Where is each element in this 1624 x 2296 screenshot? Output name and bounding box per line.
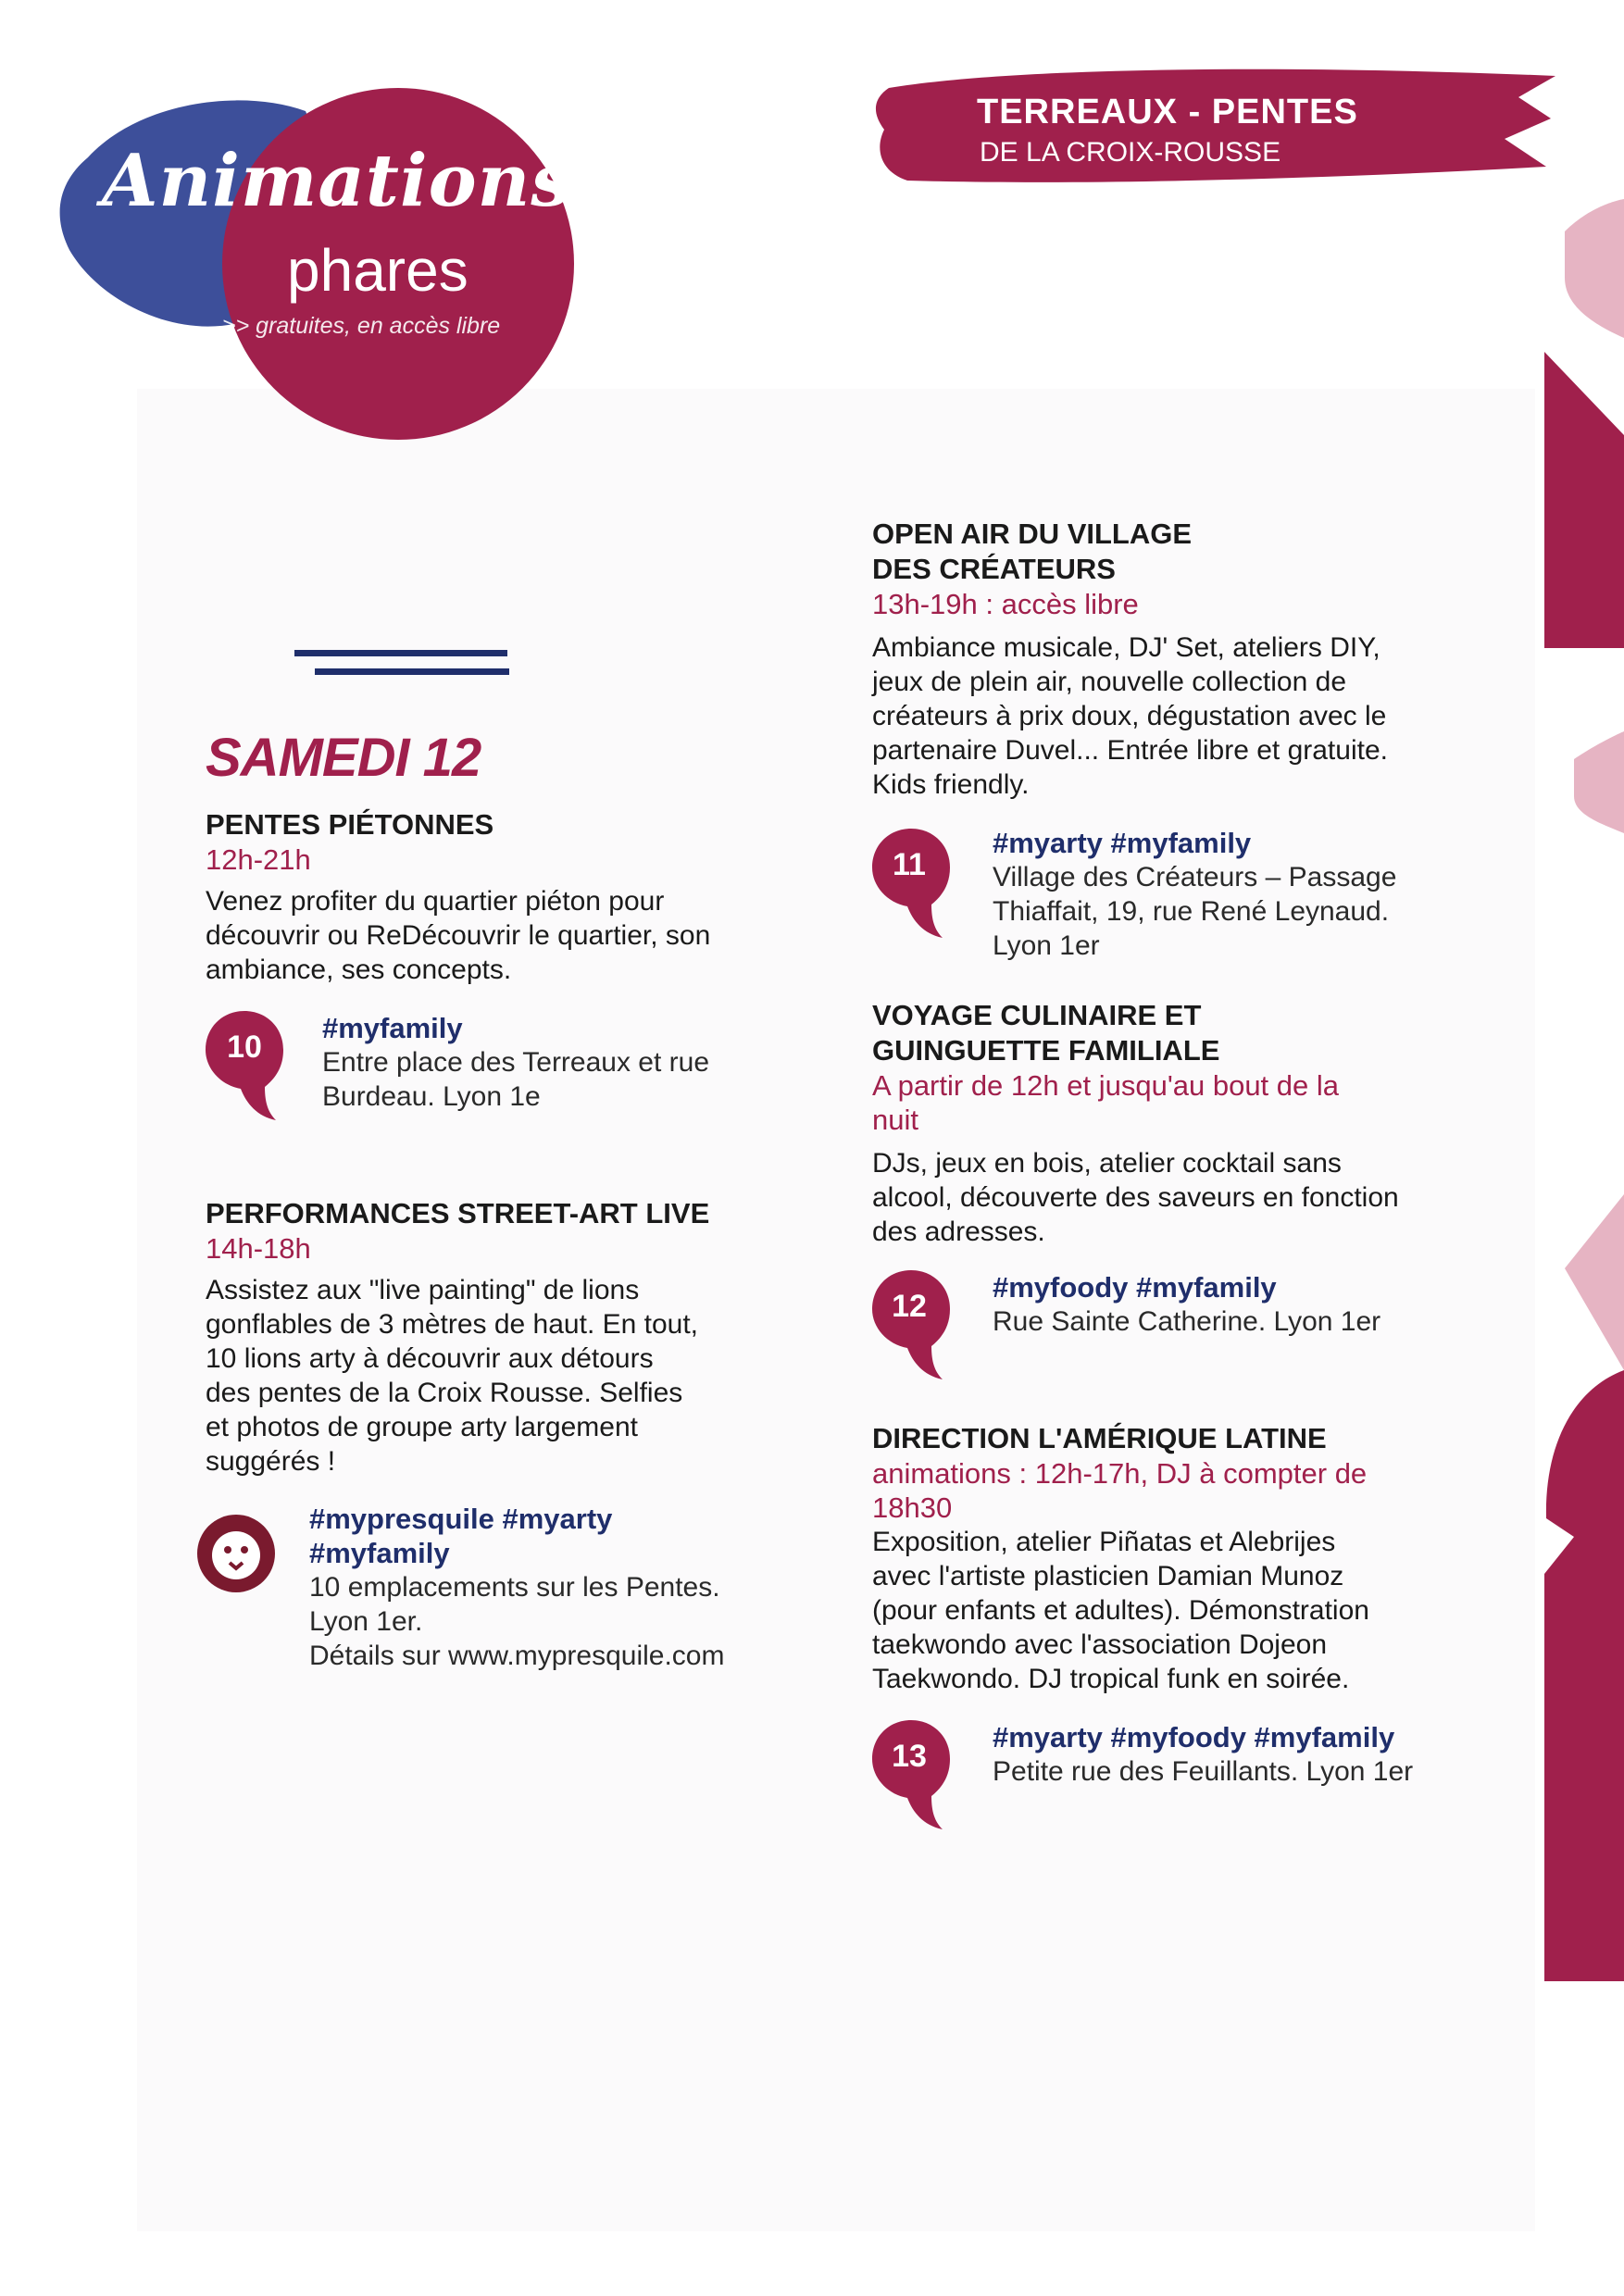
address-line: Rue Sainte Catherine. Lyon 1er	[993, 1306, 1381, 1337]
edge-shape-crimson-2	[1544, 1370, 1624, 1981]
description-line: découvrir ou ReDécouvrir le quartier, son	[206, 920, 711, 951]
description-line: suggérés !	[206, 1446, 336, 1477]
edge-shape-crimson-1	[1544, 352, 1624, 648]
event-location	[993, 826, 1511, 963]
description-line: DJs, jeux en bois, atelier cocktail sans	[872, 1148, 1342, 1179]
address-line: Burdeau. Lyon 1e	[322, 1081, 541, 1112]
logo-word: phares	[287, 237, 468, 304]
description-line: Exposition, atelier Piñatas et Alebrijes	[872, 1527, 1336, 1557]
location-pin-12	[872, 1270, 956, 1381]
location-pin-10	[206, 1011, 289, 1122]
address-line: Détails sur www.mypresquile.com	[309, 1641, 725, 1671]
district-title: TERREAUX - PENTES	[977, 93, 1358, 131]
pin-number: 11	[893, 847, 926, 882]
event-location	[993, 1720, 1548, 1789]
event-title: DES CRÉATEURS	[872, 553, 1116, 585]
description-line: taekwondo avec l'association Dojeon	[872, 1629, 1328, 1660]
event-time: 13h-19h : accès libre	[872, 588, 1139, 620]
event-block-voyage-culinaire	[872, 998, 1502, 1249]
event-block-open-air	[872, 517, 1483, 802]
logo-script-title: Animations	[102, 139, 573, 223]
address-line: Lyon 1er.	[309, 1606, 423, 1637]
address-line: Village des Créateurs – Passage	[993, 862, 1397, 892]
pin-number: 10	[227, 1029, 262, 1065]
event-title: PENTES PIÉTONNES	[206, 808, 494, 841]
description-line: alcool, découverte des saveurs en fonction	[872, 1182, 1399, 1213]
description-line: jeux de plein air, nouvelle collection de	[872, 667, 1347, 697]
day-heading: SAMEDI 12	[206, 728, 481, 788]
event-time: A partir de 12h et jusqu'au bout de la	[872, 1069, 1340, 1102]
description-line: partenaire Duvel... Entrée libre et gratuite.	[872, 735, 1388, 766]
event-hashtags: #myfamily	[322, 1012, 463, 1044]
address-line: Lyon 1er	[993, 930, 1100, 961]
event-hashtags: #myarty #myfoody #myfamily	[993, 1721, 1395, 1753]
event-hashtags: #myarty #myfamily	[993, 827, 1252, 859]
event-block-amerique-latine	[872, 1421, 1502, 1696]
description-line: Taekwondo. DJ tropical funk en soirée.	[872, 1664, 1350, 1694]
event-hashtags: #mypresquile #myarty	[309, 1503, 613, 1535]
event-description	[872, 1146, 1502, 1249]
event-title: GUINGUETTE FAMILIALE	[872, 1034, 1220, 1067]
edge-shape-pink-2	[1574, 731, 1624, 833]
location-pin-13	[872, 1720, 956, 1831]
description-line: Ambiance musicale, DJ' Set, ateliers DIY,	[872, 632, 1380, 663]
event-location	[322, 1011, 804, 1114]
description-line: Assistez aux "live painting" de lions	[206, 1275, 640, 1305]
event-time: 12h-21h	[206, 843, 311, 876]
event-hashtags: #myfoody #myfamily	[993, 1271, 1277, 1304]
description-line: des adresses.	[872, 1217, 1045, 1247]
event-description	[206, 1273, 817, 1479]
description-line: (pour enfants et adultes). Démonstration	[872, 1595, 1369, 1626]
event-time: nuit	[872, 1104, 918, 1136]
description-line: avec l'artiste plasticien Damian Munoz	[872, 1561, 1344, 1591]
event-hashtags: #myfamily	[309, 1537, 450, 1569]
lion-icon	[194, 1507, 278, 1600]
event-description	[872, 630, 1483, 802]
event-block-pentes-pietonnes	[206, 807, 817, 987]
address-line: 10 emplacements sur les Pentes.	[309, 1572, 720, 1603]
event-block-street-art	[206, 1196, 817, 1479]
event-title: PERFORMANCES STREET-ART LIVE	[206, 1197, 710, 1229]
edge-shape-pink-3	[1565, 1194, 1624, 1370]
event-title: OPEN AIR DU VILLAGE	[872, 518, 1193, 550]
district-subtitle: DE LA CROIX-ROUSSE	[980, 137, 1281, 168]
logo-subtitle: >> gratuites, en accès libre	[222, 313, 501, 339]
pin-number: 12	[892, 1289, 927, 1324]
description-line: gonflables de 3 mètres de haut. En tout,	[206, 1309, 699, 1340]
description-line: Venez profiter du quartier piéton pour	[206, 886, 665, 917]
event-time: 18h30	[872, 1491, 953, 1524]
address-line: Entre place des Terreaux et rue	[322, 1047, 710, 1078]
event-title: VOYAGE CULINAIRE ET	[872, 999, 1202, 1031]
event-location	[309, 1502, 828, 1673]
description-line: créateurs à prix doux, dégustation avec le	[872, 701, 1387, 731]
description-line: des pentes de la Croix Rousse. Selfies	[206, 1378, 683, 1408]
event-time: 14h-18h	[206, 1232, 311, 1265]
event-description	[206, 884, 817, 987]
event-description	[872, 1525, 1502, 1696]
address-line: Petite rue des Feuillants. Lyon 1er	[993, 1756, 1414, 1787]
divider-line-top	[294, 650, 507, 656]
description-line: 10 lions arty à découvrir aux détours	[206, 1343, 654, 1374]
description-line: ambiance, ses concepts.	[206, 955, 512, 985]
event-title: DIRECTION L'AMÉRIQUE LATINE	[872, 1422, 1327, 1454]
pin-number: 13	[892, 1739, 927, 1774]
description-line: et photos de groupe arty largement	[206, 1412, 638, 1442]
event-location	[993, 1270, 1511, 1339]
description-line: Kids friendly.	[872, 769, 1030, 800]
event-time: animations : 12h-17h, DJ à compter de	[872, 1457, 1368, 1490]
divider-line-bottom	[315, 668, 509, 675]
address-line: Thiaffait, 19, rue René Leynaud.	[993, 896, 1390, 927]
edge-shape-pink-1	[1565, 199, 1624, 338]
location-pin-11	[872, 829, 956, 940]
